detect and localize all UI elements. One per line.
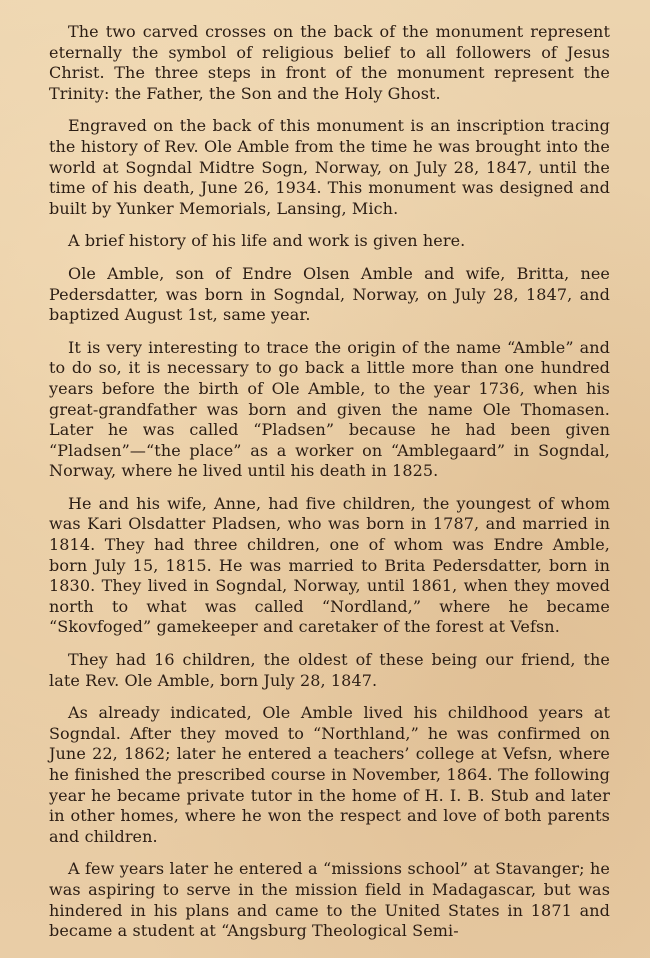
paragraph-childhood: As already indicated, Ole Amble lived his childhood years at Sogndal. After they moved to “Northland,” he was confirmed on June 22, 1862; later he entered a teachers’ college at Vefsn, where he finished the prescribed course in November, 1864. The following year he became private tutor in the home of H. I. B. Stub and later in other homes, where he won the respect and love of both parents and children. [49,703,610,846]
paragraph-children: They had 16 children, the oldest of these being our friend, the late Rev. Ole Amble, born July 28, 1847. [49,650,610,690]
paragraph-inscription: Engraved on the back of this monument is an inscription tracing the history of Rev. Ole Amble from the time he was brought into the world at Sogndal Midtre Sogn, Norway, on July 28, 1847, until the time of his death, June 26, 1934. This monument was designed and built by Yunker Memorials, Lansing, Mich. [49,116,610,218]
paragraph-birth: Ole Amble, son of Endre Olsen Amble and wife, Britta, nee Pedersdatter, was born in Sogndal, Norway, on July 28, 1847, and baptized August 1st, same year. [49,263,610,325]
paragraph-family: He and his wife, Anne, had five children, the youngest of whom was Kari Olsdatter Pladsen, who was born in 1787, and married in 1814. They had three children, one of whom was Endre Amble, born July 15, 1815. He was married to Brita Pedersdatter, born in 1830. They lived in Sogndal, Norway, until 1861, when they moved north to what was called “Nordland,” where he became “Skovfoged” gamekeeper and caretaker of the forest at Vefsn. [49,493,610,637]
paragraph-name-origin: It is very interesting to trace the origin of the name “Amble” and to do so, it is necessary to go back a little more than one hundred years before the birth of Ole Amble, to the year 1736, when his great-grandfather was born and given the name Ole Thomasen. Later he was called “Pladsen” because he had been given “Pladsen”—“the place” as a worker on “Amblegaard” in Sogndal, Norway, where he lived until his death in 1825. [49,337,610,481]
paragraph-missions-school: A few years later he entered a “missions school” at Stavanger; he was aspiring to serve in the mission field in Madagascar, but was hindered in his plans and came to the United States in 1871 and became a student at “Angsburg Theological Semi- [49,859,610,941]
paragraph-crosses: The two carved crosses on the back of the monument represent eternally the symbol of religious belief to all followers of Jesus Christ. The three steps in front of the monument represent the Trinity: the Father, the Son and the Holy Ghost. [49,22,610,103]
paragraph-brief-history: A brief history of his life and work is given here. [68,231,466,251]
